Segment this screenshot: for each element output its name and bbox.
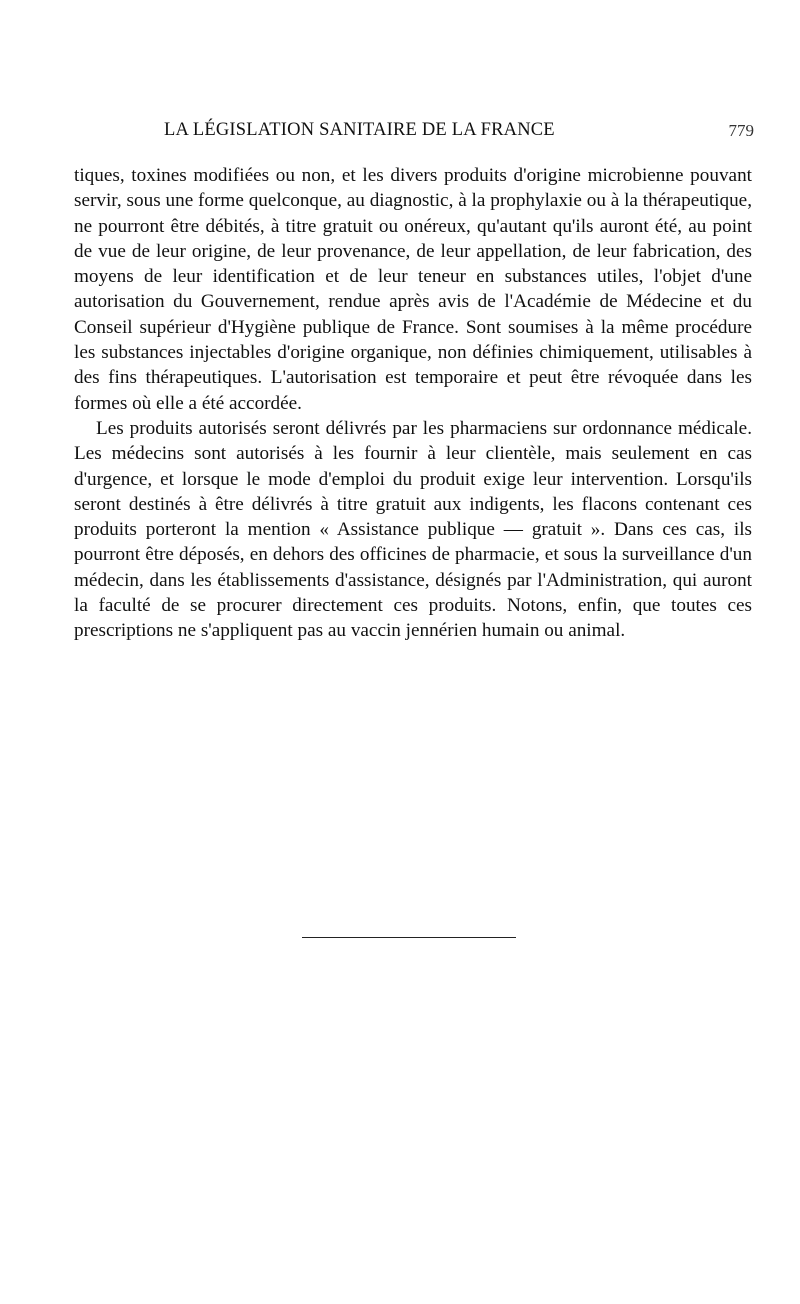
- paragraph-products-delivery: Les produits autorisés seront délivrés par les pharmaciens sur ordonnance médicale. Les médecins sont autorisés à les fournir à leur clientèle, mais seulement en cas d'urgence, et lorsque le mode d'emploi du produit exige leur intervention. Lorsqu'ils seront destinés à être délivrés à titre gratuit aux indigents, les flacons contenant ces produits porteront la mention « Assistance publique — gratuit ». Dans ces cas, ils pourront être déposés, en dehors des officines de pharmacie, et sous la surveillance d'un médecin, dans les établissements d'assistance, désignés par l'Administration, qui auront la faculté de se procurer directement ces produits. Notons, enfin, que toutes ces prescriptions ne s'appliquent pas au vaccin jennérien humain ou animal.: [74, 417, 752, 642]
- page-number: 779: [728, 121, 754, 140]
- section-end-rule: [302, 937, 516, 938]
- running-title: LA LÉGISLATION SANITAIRE DE LA FRANCE: [164, 120, 555, 140]
- body-text: [74, 163, 752, 644]
- running-header: [74, 120, 754, 146]
- paragraph-continued: tiques, toxines modifiées ou non, et les divers produits d'origine microbienne pouvant servir, sous une forme quelconque, au diagnostic, à la prophylaxie ou à la thérapeutique, ne pourront être débités, à titre gratuit ou onéreux, qu'autant qu'ils auront été, au point de vue de leur origine, de leur provenance, de leur appellation, de leur fabrication, des moyens de leur identification et de leur teneur en substances utiles, l'objet d'une autorisation du Gouvernement, rendue après avis de l'Académie de Médecine et du Conseil supérieur d'Hygiène publique de France. Sont soumises à la même procédure les substances injectables d'origine organique, non définies chimiquement, utilisables à des fins thérapeutiques. L'autorisation est temporaire et peut être révoquée dans les formes où elle a été accordée.: [74, 165, 752, 414]
